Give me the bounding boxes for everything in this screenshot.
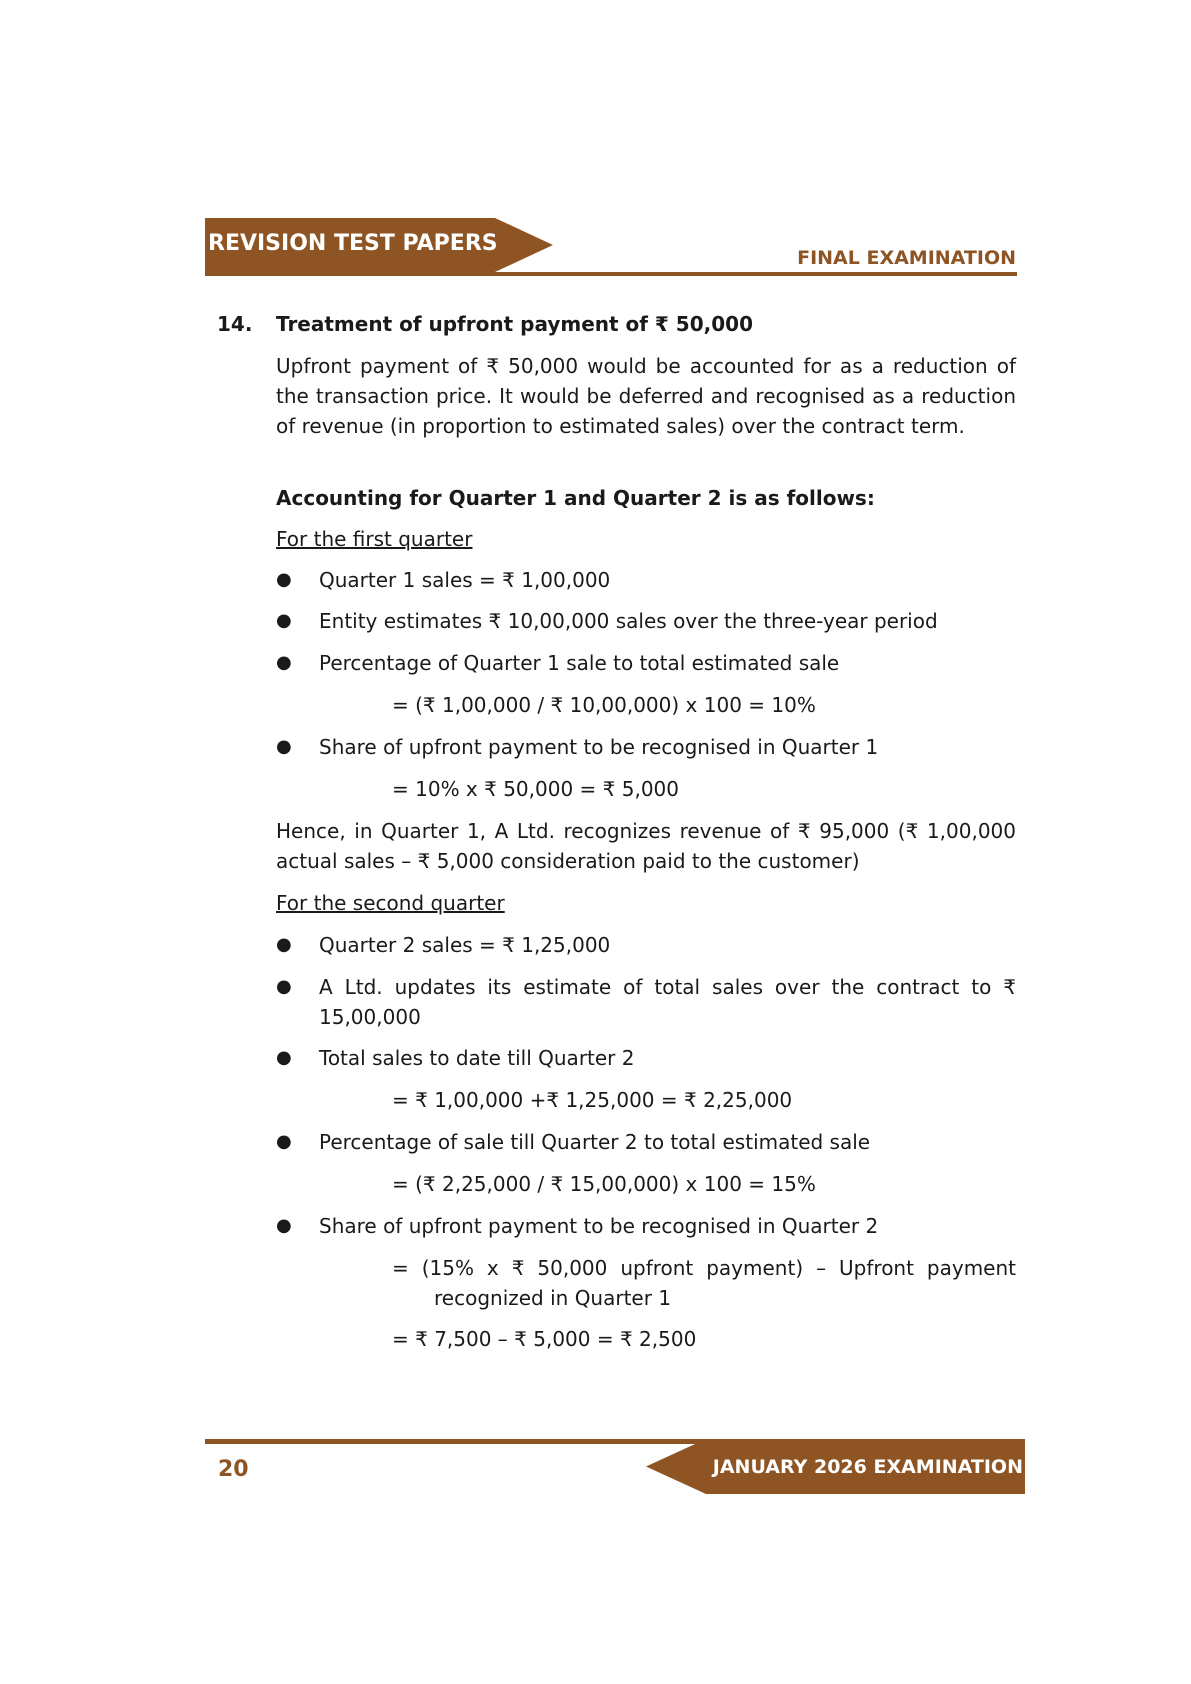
calculation: = (15% x ₹ 50,000 upfront payment) – Upfront payment recognized in Quarter 1: [392, 1256, 1016, 1310]
bullet-icon: ●: [276, 610, 292, 631]
list-item-text: A Ltd. updates its estimate of total sales over the contract to ₹ 15,00,000: [319, 975, 1016, 1029]
list-item-text: Percentage of sale till Quarter 2 to total estimated sale: [319, 1130, 871, 1154]
first-quarter-heading: For the first quarter: [276, 527, 473, 551]
calculation: = 10% x ₹ 50,000 = ₹ 5,000: [392, 777, 679, 801]
bullet-icon: ●: [276, 736, 292, 757]
list-item-text: Quarter 1 sales = ₹ 1,00,000: [319, 568, 611, 592]
bullet-icon: ●: [276, 1131, 292, 1152]
bullet-icon: ●: [276, 652, 292, 673]
calculation: = (₹ 2,25,000 / ₹ 15,00,000) x 100 = 15%: [392, 1172, 816, 1196]
second-quarter-heading: For the second quarter: [276, 891, 505, 915]
calculation: = ₹ 1,00,000 +₹ 1,25,000 = ₹ 2,25,000: [392, 1088, 793, 1112]
list-item-text: Percentage of Quarter 1 sale to total estimated sale: [319, 651, 840, 675]
question-title: Treatment of upfront payment of ₹ 50,000: [276, 312, 753, 336]
list-item-text: Quarter 2 sales = ₹ 1,25,000: [319, 933, 611, 957]
list-item-text: Total sales to date till Quarter 2: [319, 1046, 635, 1070]
list-item-text: Share of upfront payment to be recognised in Quarter 1: [319, 735, 879, 759]
question-number: 14.: [217, 312, 253, 336]
calculation: = (₹ 1,00,000 / ₹ 10,00,000) x 100 = 10%: [392, 693, 816, 717]
bullet-icon: ●: [276, 976, 292, 997]
conclusion-paragraph: Hence, in Quarter 1, A Ltd. recognizes revenue of ₹ 95,000 (₹ 1,00,000 actual sales – ₹ 5,000 consideration paid to the customer): [276, 819, 1016, 873]
intro-paragraph: Upfront payment of ₹ 50,000 would be accounted for as a reduction of the transaction price. It would be deferred and recognised as a reduction of revenue (in proportion to estimated sales) over the contract term.: [276, 354, 1016, 438]
footer-exam-label: JANUARY 2026 EXAMINATION: [712, 1456, 1023, 1478]
header-left-title: REVISION TEST PAPERS: [208, 231, 498, 256]
bullet-icon: ●: [276, 569, 292, 590]
header-right-title: FINAL EXAMINATION: [797, 247, 1016, 269]
header-divider: [205, 272, 1017, 276]
bullet-icon: ●: [276, 1047, 292, 1068]
page-number: 20: [218, 1457, 249, 1482]
bullet-icon: ●: [276, 1215, 292, 1236]
bullet-icon: ●: [276, 934, 292, 955]
list-item-text: Share of upfront payment to be recognised in Quarter 2: [319, 1214, 879, 1238]
subheading: Accounting for Quarter 1 and Quarter 2 is as follows:: [276, 486, 875, 510]
calculation: = ₹ 7,500 – ₹ 5,000 = ₹ 2,500: [392, 1327, 697, 1351]
list-item-text: Entity estimates ₹ 10,00,000 sales over the three-year period: [319, 609, 938, 633]
